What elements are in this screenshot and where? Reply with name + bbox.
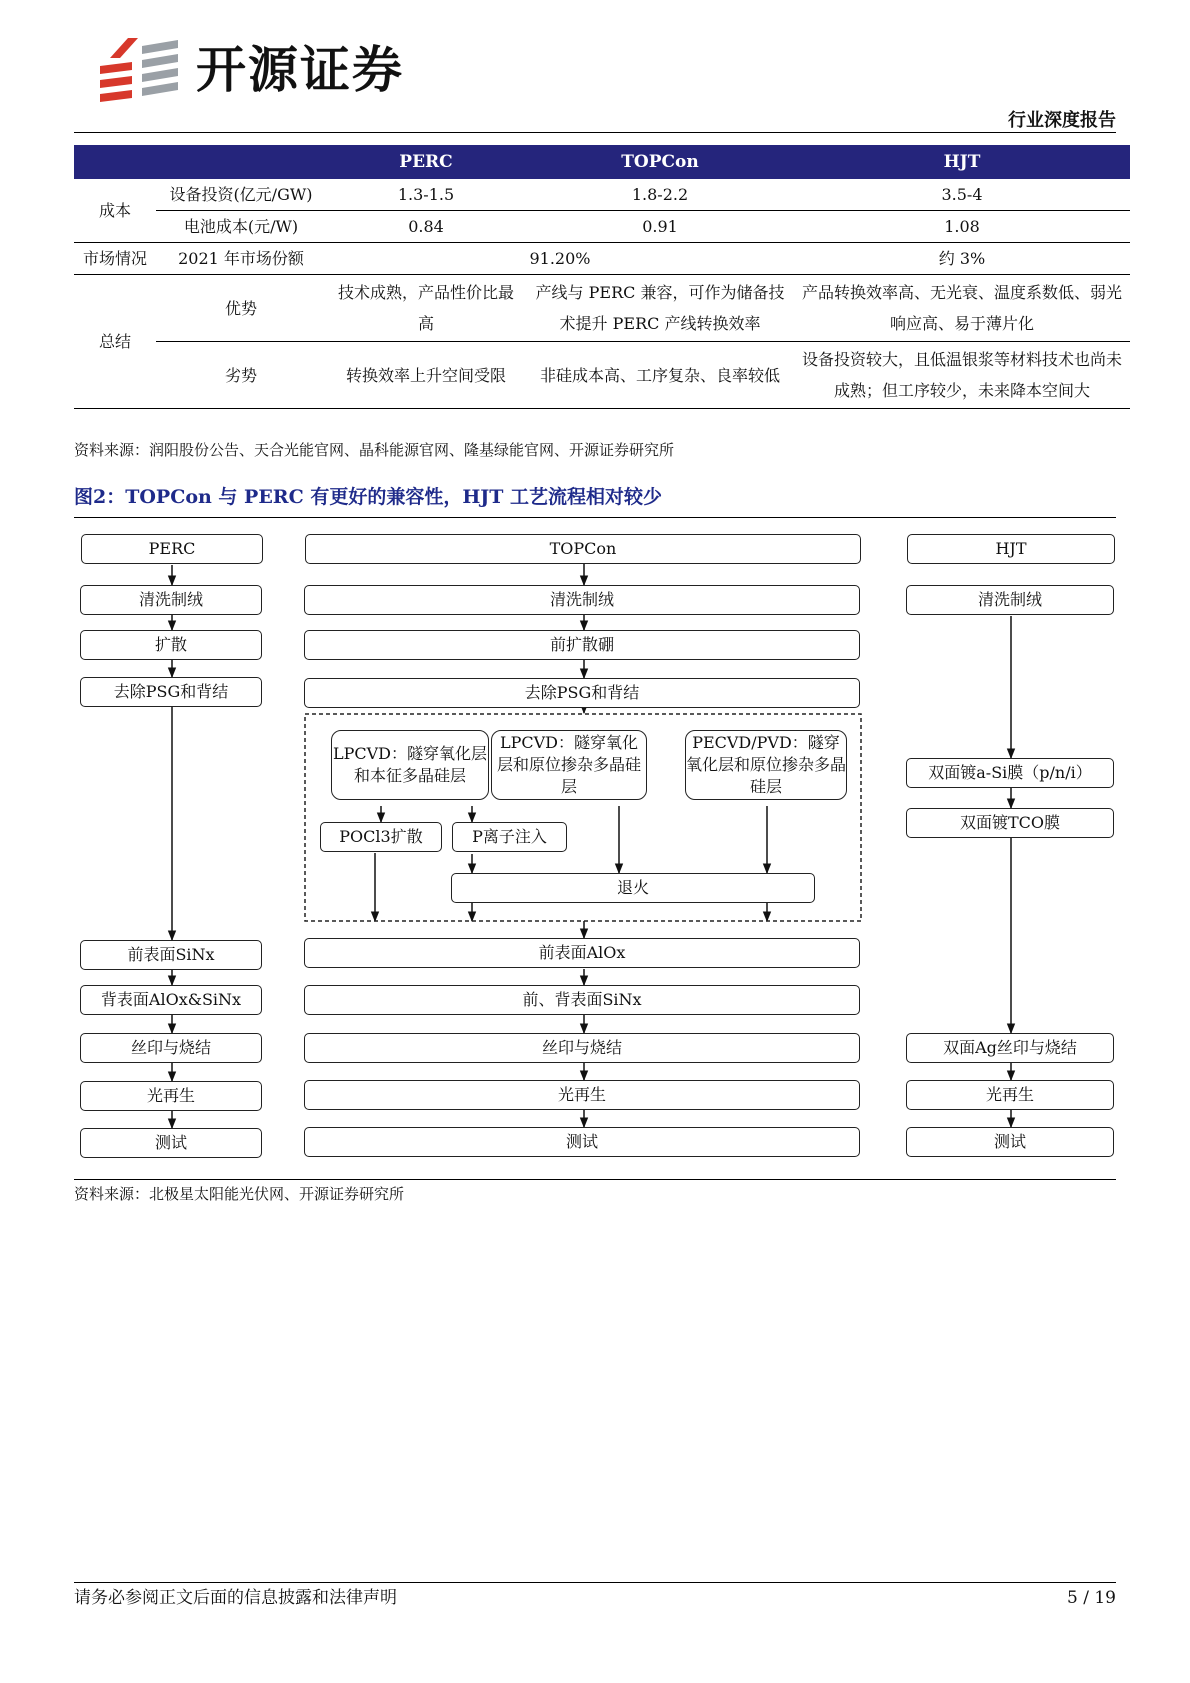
- row-label-disadvantage: 劣势: [156, 342, 326, 409]
- table-row: [74, 211, 1130, 243]
- topcon-step: 去除PSG和背结: [304, 678, 860, 708]
- table-row: [74, 179, 1130, 211]
- topcon-step: 测试: [304, 1127, 860, 1157]
- comparison-table: [74, 145, 1130, 409]
- row-group-cost: 成本: [74, 179, 156, 243]
- perc-step: 背表面AlOx&SiNx: [80, 985, 262, 1015]
- perc-step: 测试: [80, 1128, 262, 1158]
- table-cell: 1.08: [794, 211, 1130, 243]
- topcon-pocl3-diffusion: POCl3扩散: [320, 822, 442, 852]
- table-cell: 0.84: [326, 211, 526, 243]
- topcon-option-lpcvd-insitu: LPCVD：隧穿氧化层和原位掺杂多晶硅层: [491, 730, 647, 800]
- hjt-step: 光再生: [906, 1080, 1114, 1110]
- table-row: [74, 342, 1130, 409]
- table-cell: 91.20%: [326, 243, 794, 275]
- brand-name: 开源证券: [196, 41, 404, 99]
- brand-logo-icon: [98, 36, 182, 108]
- page-number: 5 / 19: [1067, 1588, 1116, 1608]
- footer-divider: [74, 1582, 1116, 1583]
- topcon-option-pecvd: PECVD/PVD：隧穿氧化层和原位掺杂多晶硅层: [685, 730, 847, 800]
- figure-divider-top: [74, 517, 1116, 518]
- perc-step: 清洗制绒: [80, 585, 262, 615]
- hjt-step: 双面Ag丝印与烧结: [906, 1033, 1114, 1063]
- perc-step: 扩散: [80, 630, 262, 660]
- topcon-step: 前扩散硼: [304, 630, 860, 660]
- header-divider: [74, 132, 1116, 133]
- perc-step: 去除PSG和背结: [80, 677, 262, 707]
- row-label-advantage: 优势: [156, 275, 326, 342]
- table-cell: 设备投资较大，且低温银浆等材料技术也尚未成熟；但工序较少，未来降本空间大: [794, 342, 1130, 409]
- table-cell: 产线与 PERC 兼容，可作为储备技术提升 PERC 产线转换效率: [526, 275, 794, 342]
- figure-divider-bottom: [74, 1179, 1116, 1180]
- table-cell: 技术成熟，产品性价比最高: [326, 275, 526, 342]
- hjt-step: 双面镀a-Si膜（p/n/i）: [906, 758, 1114, 788]
- figure-source-note: 资料来源：北极星太阳能光伏网、开源证券研究所: [74, 1185, 405, 1203]
- table-cell: 非硅成本高、工序复杂、良率较低: [526, 342, 794, 409]
- report-type: 行业深度报告: [1008, 110, 1116, 131]
- table-cell: 产品转换效率高、无光衰、温度系数低、弱光响应高、易于薄片化: [794, 275, 1130, 342]
- perc-step: 丝印与烧结: [80, 1033, 262, 1063]
- col-header-hjt: HJT: [794, 145, 1130, 179]
- table-cell: 3.5-4: [794, 179, 1130, 211]
- figure-title: 图2：TOPCon 与 PERC 有更好的兼容性，HJT 工艺流程相对较少: [74, 486, 663, 508]
- topcon-anneal: 退火: [451, 873, 815, 903]
- hjt-step: 测试: [906, 1127, 1114, 1157]
- table-cell: 1.3-1.5: [326, 179, 526, 211]
- table-cell: 1.8-2.2: [526, 179, 794, 211]
- row-group-summary: 总结: [74, 275, 156, 409]
- perc-step: 前表面SiNx: [80, 940, 262, 970]
- row-label-cell-cost: 电池成本(元/W): [156, 211, 326, 243]
- hjt-step: 双面镀TCO膜: [906, 808, 1114, 838]
- hjt-header: HJT: [907, 534, 1115, 564]
- topcon-step: 清洗制绒: [304, 585, 860, 615]
- topcon-step: 前、背表面SiNx: [304, 985, 860, 1015]
- hjt-step: 清洗制绒: [906, 585, 1114, 615]
- disclaimer-note: 请务必参阅正文后面的信息披露和法律声明: [74, 1588, 397, 1608]
- col-header-topcon: TOPCon: [526, 145, 794, 179]
- topcon-header: TOPCon: [305, 534, 861, 564]
- topcon-step: 前表面AlOx: [304, 938, 860, 968]
- table-cell: 转换效率上升空间受限: [326, 342, 526, 409]
- table-header-row: [74, 145, 1130, 179]
- perc-step: 光再生: [80, 1081, 262, 1111]
- topcon-step: 丝印与烧结: [304, 1033, 860, 1063]
- perc-header: PERC: [81, 534, 263, 564]
- table-row: [74, 243, 1130, 275]
- table-row: [74, 275, 1130, 342]
- table-cell: 0.91: [526, 211, 794, 243]
- row-label-equipment: 设备投资(亿元/GW): [156, 179, 326, 211]
- topcon-p-ion-implant: P离子注入: [452, 822, 567, 852]
- table-source-note: 资料来源：润阳股份公告、天合光能官网、晶科能源官网、隆基绿能官网、开源证券研究所: [74, 441, 675, 459]
- col-header-perc: PERC: [326, 145, 526, 179]
- row-label-market-share: 2021 年市场份额: [156, 243, 326, 275]
- row-group-market: 市场情况: [74, 243, 156, 275]
- topcon-option-lpcvd-intrinsic: LPCVD：隧穿氧化层和本征多晶硅层: [331, 730, 489, 800]
- topcon-step: 光再生: [304, 1080, 860, 1110]
- table-cell: 约 3%: [794, 243, 1130, 275]
